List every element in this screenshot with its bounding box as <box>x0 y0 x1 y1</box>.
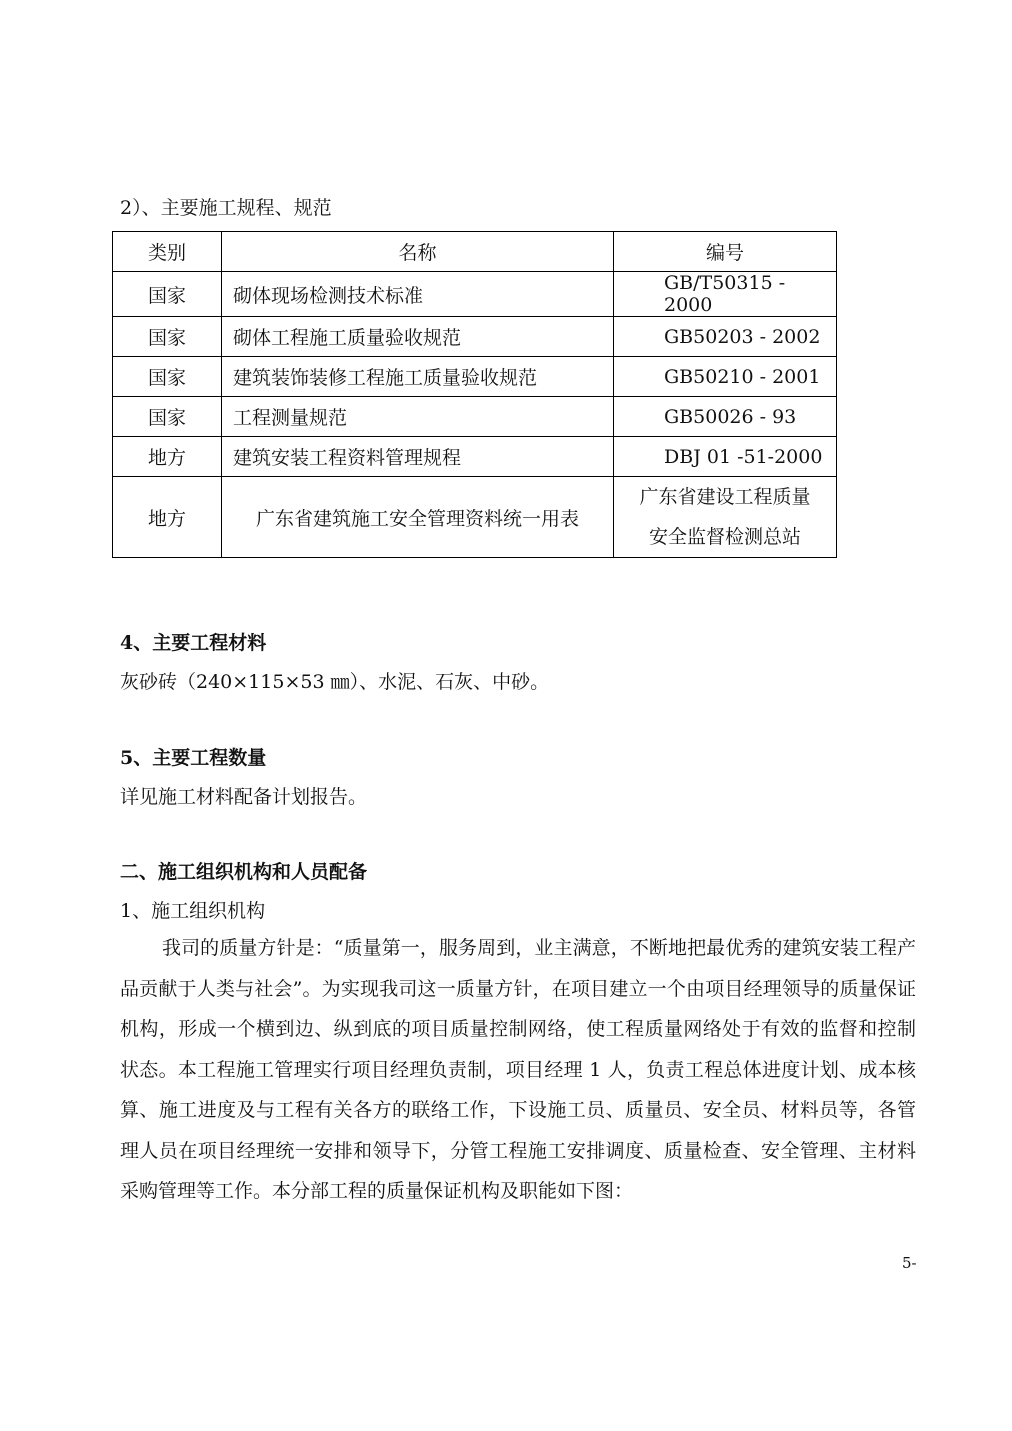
row-code: DBJ 01 -51-2000 <box>614 437 837 477</box>
materials-heading: 4、主要工程材料 <box>120 632 267 654</box>
quantity-text: 详见施工材料配备计划报告。 <box>120 786 368 808</box>
section-heading-regulations: 2）、主要施工规程、规范 <box>120 197 332 219</box>
row-code-line-1: 广东省建设工程质量 <box>639 486 811 508</box>
row-name: 砌体工程施工质量验收规范 <box>222 317 614 357</box>
row-name: 广东省建筑施工安全管理资料统一用表 <box>222 477 614 558</box>
organization-subheading: 1、施工组织机构 <box>120 900 266 922</box>
table-row <box>113 272 837 317</box>
row-code: GB/T50315 - 2000 <box>614 272 837 317</box>
header-category: 类别 <box>113 232 222 272</box>
row-category: 地方 <box>113 477 222 558</box>
row-category: 国家 <box>113 357 222 397</box>
row-code <box>614 477 837 558</box>
regulations-table <box>112 231 837 558</box>
header-name: 名称 <box>222 232 614 272</box>
header-code: 编号 <box>614 232 837 272</box>
materials-text: 灰砂砖（240×115×53 ㎜）、水泥、石灰、中砂。 <box>120 671 550 693</box>
row-code: GB50026 - 93 <box>614 397 837 437</box>
table-row <box>113 357 837 397</box>
row-code: GB50210 - 2001 <box>614 357 837 397</box>
row-name: 建筑安装工程资料管理规程 <box>222 437 614 477</box>
row-name: 建筑装饰装修工程施工质量验收规范 <box>222 357 614 397</box>
table-row <box>113 317 837 357</box>
row-category: 国家 <box>113 317 222 357</box>
organization-paragraph: 我司的质量方针是：“质量第一，服务周到，业主满意，不断地把最优秀的建筑安装工程产品贡献于人类与社会”。为实现我司这一质量方针，在项目建立一个由项目经理领导的质量保证机构，形成一个横到边、纵到底的项目质量控制网络，使工程质量网络处于有效的监督和控制状态。本工程施工管理实行项目经理负责制，项目经理 1 人，负责工程总体进度计划、成本核算、施工进度及与工程有关各方的联络工作，下设施工员、质量员、安全员、材料员等，各管理人员在项目经理统一安排和领导下，分管工程施工安排调度、质量检查、安全管理、主材料采购管理等工作。本分部工程的质量保证机构及职能如下图： <box>120 937 916 1202</box>
row-category: 国家 <box>113 397 222 437</box>
quantity-heading: 5、主要工程数量 <box>120 747 267 769</box>
row-category: 国家 <box>113 272 222 317</box>
row-category: 地方 <box>113 437 222 477</box>
row-name: 砌体现场检测技术标准 <box>222 272 614 317</box>
row-name: 工程测量规范 <box>222 397 614 437</box>
row-code: GB50203 - 2002 <box>614 317 837 357</box>
table-row <box>113 397 837 437</box>
table-row <box>113 477 837 558</box>
table-header-row <box>113 232 837 272</box>
page-number: 5- <box>902 1254 917 1272</box>
organization-heading: 二、施工组织机构和人员配备 <box>120 861 368 883</box>
row-code-line-2: 安全监督检测总站 <box>648 526 801 548</box>
table-row <box>113 437 837 477</box>
